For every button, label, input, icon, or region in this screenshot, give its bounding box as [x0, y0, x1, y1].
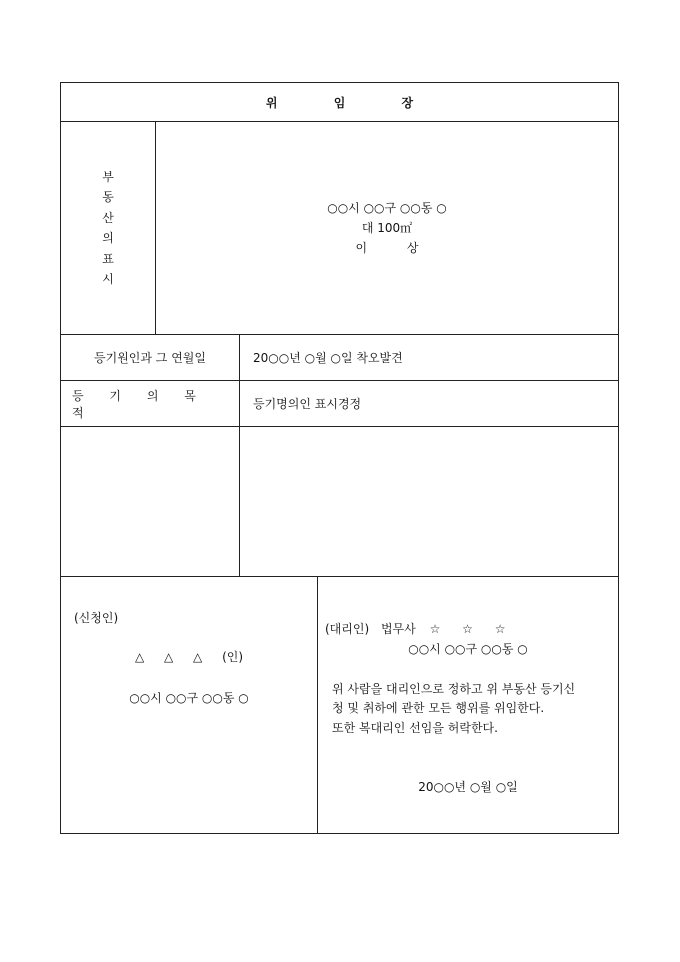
applicant-heading: (신청인): [74, 611, 119, 625]
property-label-char: 산: [102, 210, 114, 225]
blank-divider: [239, 427, 240, 576]
purpose-row: [61, 381, 618, 427]
cause-divider: [239, 335, 240, 380]
agent-title: 법무사: [380, 622, 416, 636]
agent-name: ☆ ☆ ☆: [429, 622, 506, 636]
purpose-divider: [239, 381, 240, 426]
agent-heading: [325, 620, 505, 637]
cause-row: [61, 335, 618, 381]
delegation-line-1: 위 사람을 대리인으로 정하고 위 부동산 등기신: [332, 682, 576, 696]
property-row: [61, 122, 618, 335]
property-description: [156, 122, 618, 334]
property-label-char: 동: [102, 190, 114, 204]
agent-section: [318, 577, 618, 833]
property-land: 대 100㎡: [361, 221, 413, 235]
property-label-char: 시: [102, 272, 114, 286]
property-address: ○○시 ○○구 ○○동 ○: [327, 201, 447, 215]
applicant-address: ○○시 ○○구 ○○동 ○: [129, 691, 249, 705]
property-label-char: 부: [102, 169, 114, 184]
applicant-name: △ △ △ (인): [134, 650, 244, 664]
property-label: [61, 122, 155, 334]
property-etc: 이 상: [355, 241, 437, 255]
purpose-value: 등기명의인 표시경정: [253, 397, 362, 411]
power-of-attorney-form: [60, 82, 619, 834]
cause-value: 20○○년 ○월 ○일 착오발견: [253, 351, 403, 365]
agent-date: 20○○년 ○월 ○일: [418, 780, 518, 794]
applicant-section: [61, 577, 317, 833]
agent-address: ○○시 ○○구 ○○동 ○: [408, 642, 528, 656]
property-label-char: 표: [102, 251, 114, 266]
cause-label: 등기원인과 그 연월일: [94, 351, 206, 365]
purpose-label-cell: [61, 381, 239, 426]
blank-row: [61, 427, 618, 577]
delegation-line-2: 청 및 취하에 관한 모든 행위를 위임한다.: [332, 701, 545, 715]
purpose-label: 등 기 의 목 적: [72, 388, 207, 420]
document-title: 위 임 장: [265, 95, 440, 110]
property-label-char: 의: [102, 231, 114, 245]
agent-heading-label: (대리인): [325, 622, 370, 636]
title-row: [61, 83, 618, 122]
delegation-line-3: 또한 복대리인 선임을 허락한다.: [332, 721, 498, 735]
signature-area: [61, 577, 618, 833]
